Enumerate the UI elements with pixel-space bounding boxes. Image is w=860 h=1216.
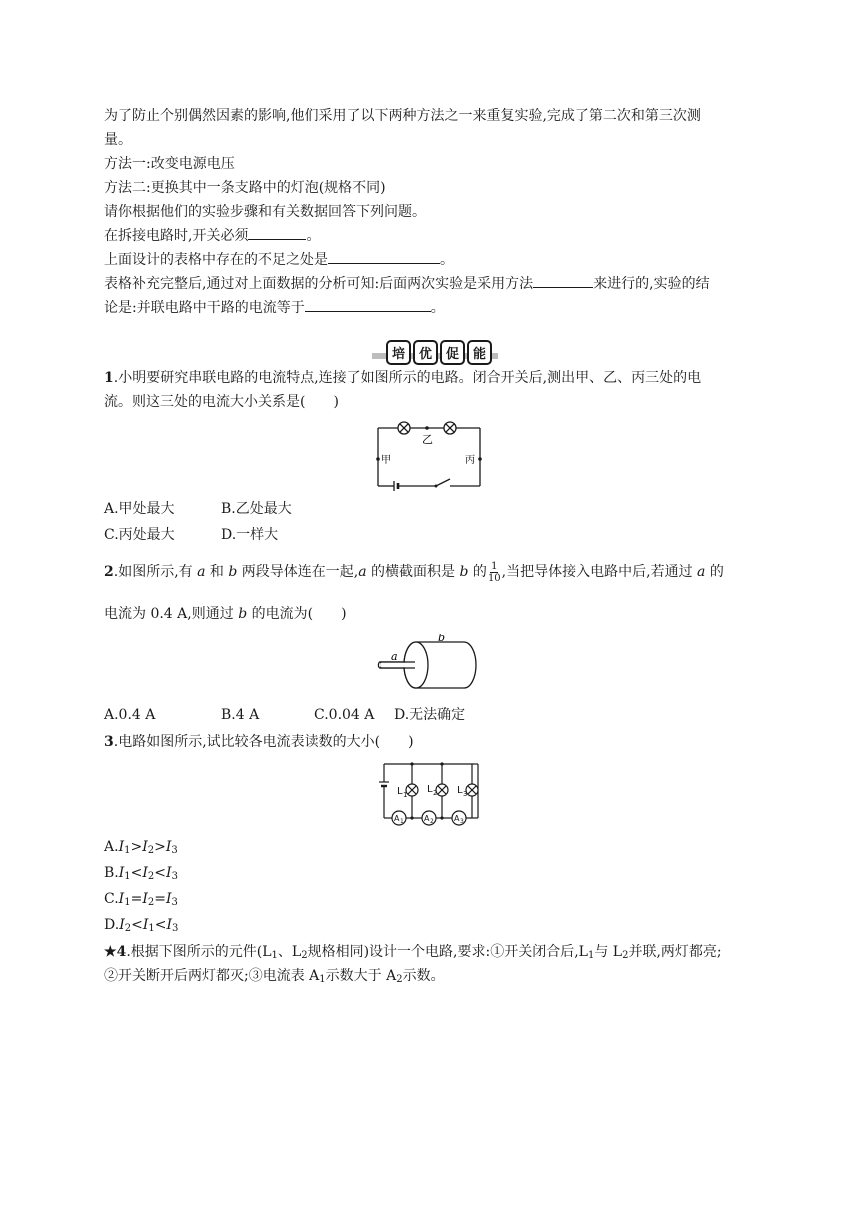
conductor-a-label: a [391, 650, 398, 663]
q1-options [104, 496, 764, 548]
lamp-l2-sub: 2 [433, 789, 438, 797]
lamp-l3-label: L [457, 785, 463, 796]
q3-option-a[interactable]: $A.I_1>I_2>I_3$ [104, 839, 178, 856]
q1-text-line-1: 1.小明要研究串联电路的电流特点,连接了如图所示的电路。闭合开关后,测出甲、乙、丙三处的电 [104, 370, 702, 386]
answer-blank[interactable] [533, 273, 593, 288]
switch-question: 在拆接电路时,开关必须 。 [104, 224, 764, 248]
badge-char: 优 [413, 340, 438, 365]
section-badge [382, 340, 486, 364]
lamp-l1-label: L [397, 786, 403, 797]
point-jia-label: 甲 [381, 455, 391, 466]
q1-option-a[interactable]: A.甲处最大 [104, 501, 175, 517]
q2-option-b[interactable]: B.4 A [221, 707, 260, 723]
q2-option-c[interactable]: C.0.04 A [314, 707, 375, 723]
q2-option-a[interactable]: A.0.4 A [104, 707, 156, 723]
q2-option-d[interactable]: D.无法确定 [394, 707, 466, 723]
lamp-l3-sub: 3 [463, 790, 468, 798]
point-yi-label: 乙 [422, 433, 433, 446]
q3-option-d[interactable]: $D.I_2<I_1<I_3$ [104, 917, 179, 934]
q1-text-line-2: 流。则这三处的电流大小关系是( ) [104, 394, 339, 410]
lamp-l1-sub: 1 [403, 791, 408, 799]
q4-text-line-1: ★4.根据下图所示的元件($L_1$、$L_2$规格相同)设计一个电路,要求:①开关闭合后$,L_1$与 $L_2$并联,两灯都亮; [104, 944, 722, 961]
q2-conductor-figure [376, 634, 480, 692]
q2-options [104, 702, 764, 728]
question-3 [104, 730, 764, 754]
conductor-b-label: b [438, 634, 446, 644]
q1-option-d[interactable]: D.一样大 [221, 527, 279, 543]
answer-blank[interactable] [328, 249, 440, 264]
ammeter-a3-sub: 3 [460, 818, 464, 825]
star-icon: ★ [104, 944, 117, 960]
badge-char: 培 [386, 340, 411, 365]
intro-line-2: 量。 [104, 132, 132, 148]
q1-option-b[interactable]: B.乙处最大 [221, 501, 292, 517]
intro-line-1: 为了防止个别偶然因素的影响,他们采用了以下两种方法之一来重复实验,完成了第二次和第三次测 [104, 108, 701, 124]
table-question: 上面设计的表格中存在的不足之处是 。 [104, 248, 764, 272]
q3-text: 3.电路如图所示,试比较各电流表读数的大小( ) [104, 734, 414, 750]
q3-circuit-figure [378, 760, 482, 828]
q1-option-c[interactable]: C.丙处最大 [104, 527, 175, 543]
q3-options [104, 834, 764, 938]
question-2 [104, 560, 784, 626]
ammeter-a2-sub: 2 [430, 818, 434, 825]
badge-char: 能 [467, 340, 492, 365]
badge-char: 促 [440, 340, 465, 365]
ammeter-a3-label: A [454, 814, 460, 823]
q2-text-line-2: 电流为 0.4 A,则通过 b 的电流为( ) [104, 606, 347, 622]
q2-text-line-1: 2.如图所示,有 a 和 b 两段导体连在一起,a 的横截面积是 b 的 $\frac{1}{10}$ ,当把导体接入电路中后,若通过 a 的 [104, 560, 724, 584]
ammeter-a1-label: A [394, 814, 400, 823]
fraction-one-tenth: $\frac{1}{10}$ [487, 560, 501, 584]
method-one: 方法一:改变电源电压 [104, 156, 235, 172]
point-bing-label: 丙 [465, 455, 475, 466]
worksheet-page [104, 104, 764, 320]
method-question: 表格补充完整后,通过对上面数据的分析可知:后面两次实验是采用方法 来进行的,实验的结 [104, 272, 764, 296]
question-4 [104, 940, 784, 988]
lamp-l2-label: L [427, 784, 433, 795]
ammeter-a1-sub: 1 [400, 818, 404, 825]
q3-option-b[interactable]: $B.I_1<I_2<I_3$ [104, 865, 178, 882]
question-prompt: 请你根据他们的实验步骤和有关数据回答下列问题。 [104, 204, 426, 220]
q4-text-line-2: ②开关断开后两灯都灭;③电流表 $A_1$示数大于 $A_2$示数。 [104, 968, 445, 985]
conclusion-question: 论是:并联电路中干路的电流等于 。 [104, 296, 764, 320]
question-1 [104, 366, 764, 414]
ammeter-a2-label: A [424, 814, 430, 823]
q1-circuit-figure [370, 418, 490, 492]
answer-blank[interactable] [305, 297, 431, 312]
method-two: 方法二:更换其中一条支路中的灯泡(规格不同) [104, 180, 386, 196]
answer-blank[interactable] [248, 225, 306, 240]
q3-option-c[interactable]: $C.I_1=I_2=I_3$ [104, 891, 178, 908]
